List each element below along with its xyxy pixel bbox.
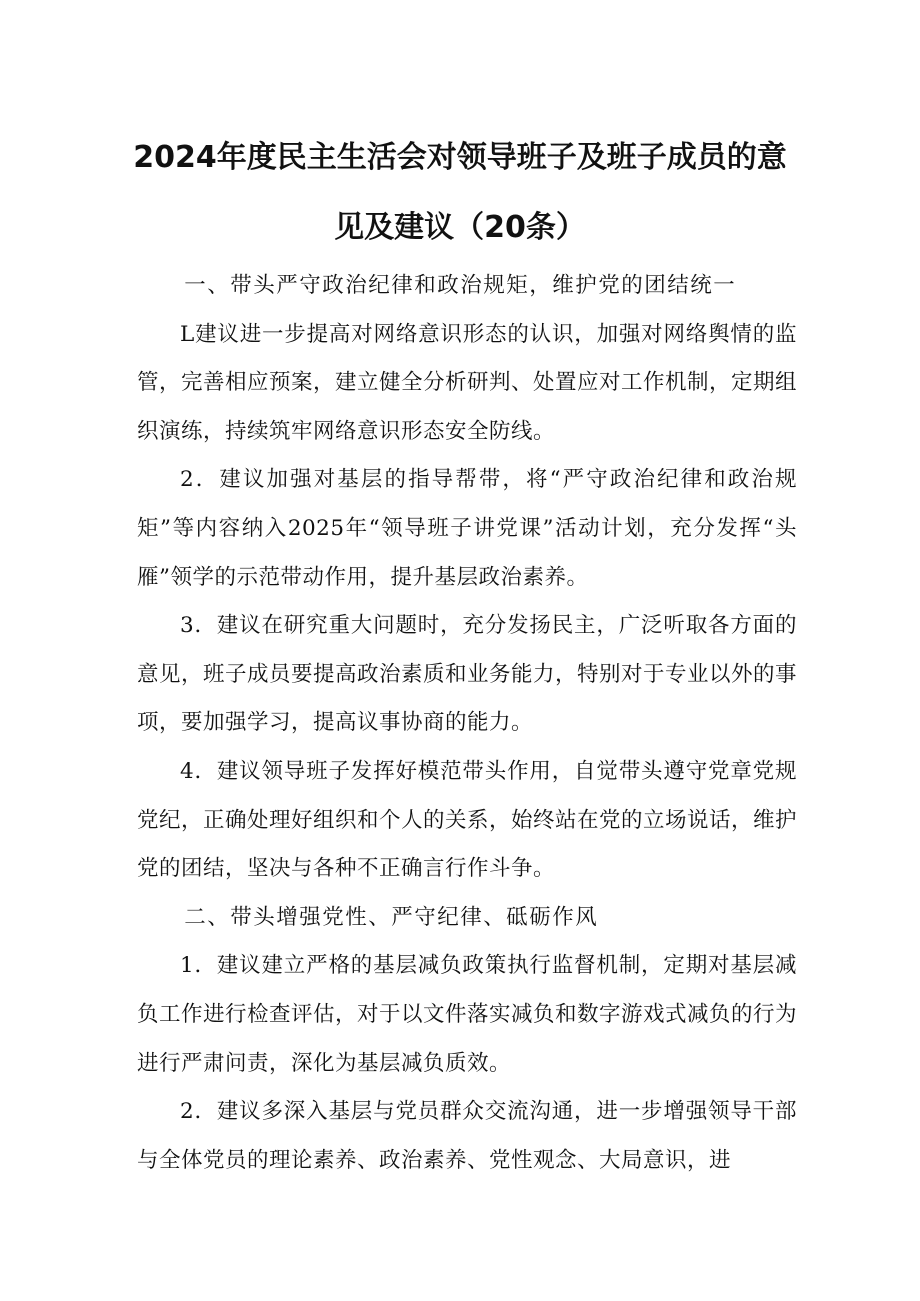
section-1-item-2: 2．建议加强对基层的指导帮带，将“严守政治纪律和政治规矩”等内容纳入2025年“领导班子讲党课”活动计划，充分发挥“头雁”领学的示范带动作用，提升基层政治素养。 bbox=[137, 467, 797, 590]
section-1-item-4: 4．建议领导班子发挥好模范带头作用，自觉带头遵守党章党规党纪，正确处理好组织和个人的关系，始终站在党的立场说话，维护党的团结，坚决与各种不正确言行作斗争。 bbox=[137, 758, 798, 882]
document-body bbox=[137, 262, 797, 1185]
section-2-item-2: 2．建议多深入基层与党员群众交流沟通，进一步增强领导干部与全体党员的理论素养、政治素养、党性观念、大局意识，进 bbox=[137, 1099, 797, 1173]
section-heading-1: 一、带头严守政治纪律和政治规矩，维护党的团结统一 bbox=[184, 273, 737, 298]
document-title-line-2: 见及建议（20条） bbox=[334, 210, 586, 245]
section-heading-2: 二、带头增强党性、严守纪律、砥砺作风 bbox=[184, 904, 599, 930]
document-title-line-1: 2024年度民主生活会对领导班子及班子成员的意 bbox=[133, 140, 787, 175]
section-1-item-3: 3．建议在研究重大问题时，充分发扬民主，广泛听取各方面的意见，班子成员要提高政治素质和业务能力，特别对于专业以外的事项，要加强学习，提高议事协商的能力。 bbox=[137, 613, 798, 736]
section-1-item-1: L建议进一步提高对网络意识形态的认识，加强对网络舆情的监管，完善相应预案，建立健全分析研判、处置应对工作机制，定期组织演练，持续筑牢网络意识形态安全防线。 bbox=[137, 321, 798, 444]
section-2-item-1: 1．建议建立严格的基层减负政策执行监督机制，定期对基层减负工作进行检查评估，对于以文件落实减负和数字游戏式减负的行为进行严肃问责，深化为基层减负质效。 bbox=[137, 953, 798, 1076]
